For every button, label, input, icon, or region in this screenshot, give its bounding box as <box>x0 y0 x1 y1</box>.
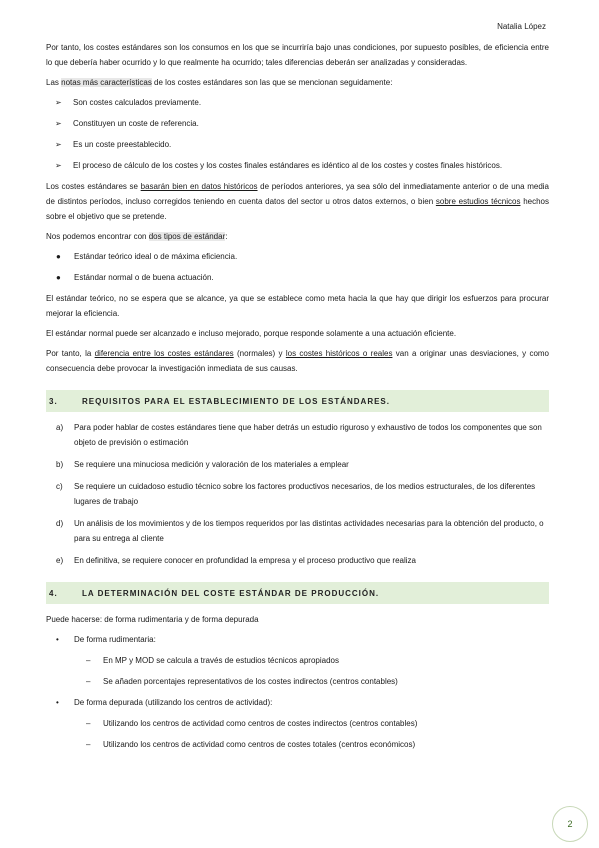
arrow-bullet-icon: ➢ <box>55 119 62 128</box>
paragraph-basis <box>46 179 549 224</box>
list-item-text: Utilizando los centros de actividad como centros de costes indirectos (centros contables) <box>103 719 418 728</box>
list-item <box>46 158 549 173</box>
list-item-text: Se requiere un cuidadoso estudio técnico sobre los factores productivos necesarios, de los medios estructurales, de los diferentes lugares de trabajo <box>74 482 536 506</box>
list-item <box>46 270 549 285</box>
text-run: de períodos anteriores, ya sea sólo del inmediatamente anterior o de una media de distintos períodos, incluso corregidos teniendo en cuenta datos del sector u otros datos externos, o bien <box>46 182 549 206</box>
dot-bullet-icon: ● <box>56 252 61 261</box>
list-item <box>46 137 549 152</box>
list-item <box>46 479 549 509</box>
text-run: Las <box>46 78 62 87</box>
list-item <box>46 516 549 546</box>
notes-list <box>46 95 549 173</box>
list-item-text: Un análisis de los movimientos y de los tiempos requeridos por las distintas actividades necesarias para la obtención del producto, o para su entrega al cliente <box>74 519 544 543</box>
list-item-text: Se requiere una minuciosa medición y valoración de los materiales a emplear <box>74 460 349 469</box>
list-item <box>46 420 549 450</box>
list-item-text: De forma depurada (utilizando los centros de actividad): <box>74 698 273 707</box>
list-item-text: En MP y MOD se calcula a través de estudios técnicos apropiados <box>103 656 339 665</box>
list-item <box>46 695 549 710</box>
arrow-bullet-icon: ➢ <box>55 140 62 149</box>
list-item <box>46 737 549 752</box>
list-item <box>46 457 549 472</box>
paragraph-notes <box>46 75 549 90</box>
list-item-text: Es un coste preestablecido. <box>73 140 172 149</box>
section-heading-4 <box>46 582 549 604</box>
list-item-text: De forma rudimentaria: <box>74 635 156 644</box>
list-marker: d) <box>56 519 64 528</box>
document-body <box>46 40 549 758</box>
paragraph-theoretical: El estándar teórico, no se espera que se alcance, ya que se establece como meta hacia la que hay que dirigir los esfuerzos para procurar mejorar la eficiencia. <box>46 294 549 318</box>
section-number: 4. <box>49 589 58 598</box>
list-item <box>46 716 549 731</box>
highlight-types: dos tipos de estándar <box>148 232 226 241</box>
paragraph-lead: Puede hacerse: de forma rudimentaria y de forma depurada <box>46 615 259 624</box>
paragraph-normal: El estándar normal puede ser alcanzado e incluso mejorado, porque responde solamente a una actuación eficiente. <box>46 329 457 338</box>
text-run: van a originar unas desviaciones, y como consecuencia debe provocar la investigación inmediata de sus causas. <box>46 349 550 373</box>
list-item-text: Estándar normal o de buena actuación. <box>74 273 214 282</box>
text-run: de los costes estándares son las que se mencionan seguidamente: <box>151 78 393 87</box>
list-item <box>46 653 549 668</box>
list-item-text: El proceso de cálculo de los costes y los costes finales estándares es idéntico al de los costes y costes finales históricos. <box>73 161 503 170</box>
list-marker: b) <box>56 460 64 469</box>
section-title: LA DETERMINACIÓN DEL COSTE ESTÁNDAR DE PRODUCCIÓN. <box>82 589 380 598</box>
dash-bullet-icon: – <box>86 719 91 728</box>
section-number: 3. <box>49 397 58 406</box>
arrow-bullet-icon: ➢ <box>55 161 62 170</box>
list-item <box>46 116 549 131</box>
arrow-bullet-icon: ➢ <box>55 98 62 107</box>
list-marker: e) <box>56 556 64 565</box>
list-item-text: Para poder hablar de costes estándares tiene que haber detrás un estudio riguroso y exhaustivo de todos los componentes que son objeto de previsión o estimación <box>74 423 542 447</box>
section-title: REQUISITOS PARA EL ESTABLECIMIENTO DE LOS ESTÁNDARES. <box>82 397 390 406</box>
underline-historical: basarán bien en datos históricos <box>140 182 258 191</box>
page-number: 2 <box>552 806 588 842</box>
underline-historical-costs: los costes históricos o reales <box>285 349 393 358</box>
list-marker: a) <box>56 423 64 432</box>
dot-bullet-icon: ● <box>56 273 61 282</box>
underline-difference: diferencia entre los costes estándares <box>94 349 234 358</box>
list-item-text: Constituyen un coste de referencia. <box>73 119 199 128</box>
list-item-text: Estándar teórico ideal o de máxima eficiencia. <box>74 252 238 261</box>
list-item <box>46 249 549 264</box>
dot-bullet-icon: • <box>56 698 59 707</box>
list-item-text: En definitiva, se requiere conocer en profundidad la empresa y el proceso productivo que realiza <box>74 556 416 565</box>
paragraph-deviations <box>46 346 549 376</box>
dot-bullet-icon: • <box>56 635 59 644</box>
list-item <box>46 632 549 647</box>
paragraph-types <box>46 229 549 244</box>
list-marker: c) <box>56 482 63 491</box>
highlight-notes: notas más características <box>61 78 152 87</box>
dash-bullet-icon: – <box>86 740 91 749</box>
list-item-text: Son costes calculados previamente. <box>73 98 202 107</box>
text-run: Nos podemos encontrar con <box>46 232 149 241</box>
methods-list <box>46 632 549 752</box>
dash-bullet-icon: – <box>86 656 91 665</box>
text-run: Los costes estándares se <box>46 182 141 191</box>
text-run: hechos sobre el objetivo que se pretende. <box>46 197 549 221</box>
header-author: Natalia López <box>497 22 546 31</box>
text-run: Por tanto, la <box>46 349 95 358</box>
list-item <box>46 95 549 110</box>
list-item-text: Se añaden porcentajes representativos de los costes indirectos (centros contables) <box>103 677 398 686</box>
section-heading-3 <box>46 390 549 412</box>
paragraph-intro: Por tanto, los costes estándares son los consumos en los que se incurriría bajo unas condiciones, por supuesto posibles, de eficiencia entre lo que debería haber ocurrido y lo que realmente ha ocurrido; tales diferencias deberán ser analizadas y consideradas. <box>46 43 549 67</box>
text-run: : <box>225 232 228 241</box>
requirements-list <box>46 420 549 568</box>
list-item-text: Utilizando los centros de actividad como centros de costes totales (centros económicos) <box>103 740 416 749</box>
list-item <box>46 674 549 689</box>
underline-technical: sobre estudios técnicos <box>435 197 521 206</box>
list-item <box>46 553 549 568</box>
types-list <box>46 249 549 285</box>
dash-bullet-icon: – <box>86 677 91 686</box>
text-run: (normales) y <box>233 349 286 358</box>
